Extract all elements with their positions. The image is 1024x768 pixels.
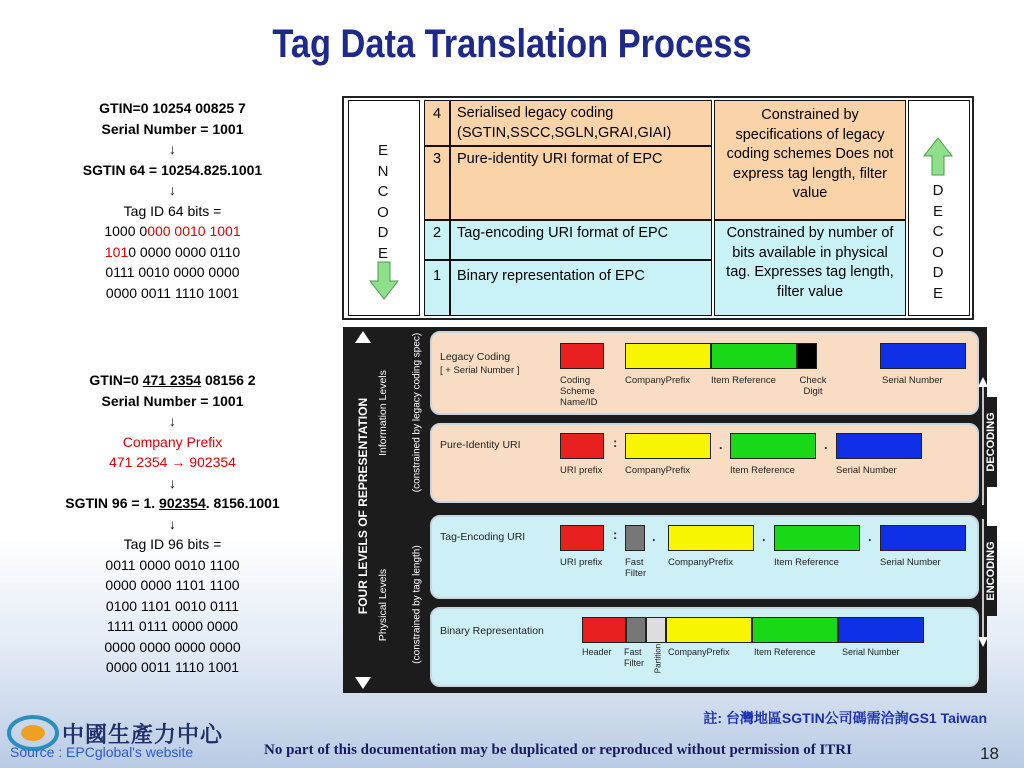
field-caption: Item Reference bbox=[711, 375, 776, 386]
separator-dot: . bbox=[824, 437, 828, 452]
decode-letter: C bbox=[932, 223, 944, 240]
fast-filter-field bbox=[626, 617, 646, 643]
band-label: Pure-Identity URI bbox=[440, 439, 521, 451]
field-caption: Fast Filter bbox=[624, 647, 644, 668]
upper-constraint-note: Constrained by specifications of legacy coding schemes Does not express tag length, filter value bbox=[714, 100, 906, 220]
sgtin-company-prefix: 902354 bbox=[159, 495, 206, 511]
source-credit: Source : EPCglobal's website bbox=[10, 744, 194, 760]
field-caption: CompanyPrefix bbox=[625, 465, 690, 476]
field-caption: CompanyPrefix bbox=[668, 647, 730, 657]
gtin-part: 08156 2 bbox=[201, 372, 256, 388]
separator-colon: : bbox=[613, 527, 618, 542]
encode-decode-table bbox=[342, 96, 974, 320]
gtin-line: GTIN=0 10254 00825 7 bbox=[99, 100, 246, 116]
row-number: 2 bbox=[424, 220, 450, 260]
item-reference-field bbox=[752, 617, 838, 643]
lower-constraint-note: Constrained by number of bits available in physical tag. Expresses tag length, filter value bbox=[714, 220, 906, 316]
field-caption: Header bbox=[582, 647, 612, 657]
field-caption: Serial Number bbox=[880, 557, 941, 568]
field-caption: Serial Number bbox=[836, 465, 897, 476]
encode-letter: C bbox=[377, 183, 389, 200]
band-legacy-coding bbox=[430, 331, 979, 415]
encode-down-arrow-icon bbox=[369, 261, 399, 301]
down-arrow: ↓ bbox=[169, 474, 176, 491]
separator-colon: : bbox=[613, 435, 618, 450]
band-binary-representation bbox=[430, 607, 979, 687]
separator-dot: . bbox=[719, 437, 723, 452]
encode-letter: N bbox=[377, 162, 389, 180]
serial-line: Serial Number = 1001 bbox=[101, 120, 244, 137]
uri-prefix-field bbox=[560, 433, 604, 459]
bits-line: 0000 0000 1101 1100 bbox=[105, 577, 240, 593]
row-number: 4 bbox=[424, 100, 450, 146]
serial-number-field bbox=[836, 433, 922, 459]
field-caption: Serial Number bbox=[842, 647, 900, 657]
gtin-part: GTIN=0 bbox=[89, 372, 143, 388]
company-prefix-field bbox=[666, 617, 752, 643]
four-levels-diagram bbox=[343, 327, 987, 693]
field-caption: Item Reference bbox=[730, 465, 795, 476]
band-tag-encoding-uri bbox=[430, 515, 979, 599]
band-label: Legacy Coding bbox=[440, 351, 511, 363]
gtin-company-prefix: 471 2354 bbox=[142, 372, 202, 388]
row-number: 3 bbox=[424, 146, 450, 220]
decode-letter: E bbox=[932, 202, 943, 220]
encode-letters bbox=[349, 141, 417, 264]
information-levels-sub: (constrained by legacy coding spec) bbox=[411, 332, 423, 493]
bits-part: 1000 0 bbox=[104, 223, 148, 239]
item-reference-field bbox=[774, 525, 860, 551]
company-prefix-field bbox=[625, 343, 711, 369]
decode-letter: D bbox=[932, 264, 944, 281]
tag-id-label: Tag ID 96 bits = bbox=[123, 536, 222, 552]
row-1-label: Binary representation of EPC bbox=[450, 260, 712, 316]
tag-id-label: Tag ID 64 bits = bbox=[123, 202, 222, 219]
fast-filter-field bbox=[625, 525, 645, 551]
down-arrow: ↓ bbox=[169, 182, 176, 198]
bits-line bbox=[20, 242, 325, 263]
band-pure-identity-uri bbox=[430, 423, 979, 503]
coding-scheme-field bbox=[560, 343, 604, 369]
bits-line: 0000 0011 1110 1001 bbox=[105, 659, 240, 675]
encoding-label: ENCODING bbox=[985, 526, 997, 616]
bits-line: 0011 0000 0010 1100 bbox=[105, 556, 240, 573]
field-caption: Check Digit bbox=[799, 375, 827, 397]
bits-line: 0000 0011 1110 1001 bbox=[105, 284, 240, 301]
company-prefix-field bbox=[625, 433, 711, 459]
organization-name: 中國生產力中心 bbox=[62, 722, 224, 747]
field-caption: Serial Number bbox=[882, 375, 943, 386]
field-caption: URI prefix bbox=[560, 465, 603, 476]
encode-letter: E bbox=[377, 244, 388, 262]
information-levels-label: Information Levels bbox=[377, 370, 389, 456]
item-reference-field bbox=[711, 343, 797, 369]
bits-highlight: 000 0010 1001 bbox=[147, 223, 241, 239]
encode-letter: D bbox=[377, 224, 389, 241]
company-prefix-label: Company Prefix bbox=[122, 433, 223, 450]
uri-prefix-field bbox=[560, 525, 604, 551]
bits-line: 0100 1101 0010 0111 bbox=[105, 597, 240, 614]
sgtin64-example bbox=[20, 98, 325, 303]
row-4-label: Serialised legacy coding (SGTIN,SSCC,SGLN,GRAI,GIAI) bbox=[450, 100, 712, 146]
sgtin-line bbox=[20, 493, 325, 514]
decode-letter: E bbox=[932, 284, 943, 302]
down-arrow: ↓ bbox=[169, 413, 176, 429]
serial-number-field bbox=[880, 343, 966, 369]
sgtin-part: . 8156.1001 bbox=[205, 495, 280, 511]
down-arrow: ↓ bbox=[169, 515, 176, 532]
company-prefix-value: 471 2354 → 902354 bbox=[109, 454, 236, 470]
bits-part: 0 0000 0000 0110 bbox=[128, 243, 241, 260]
separator-dot: . bbox=[868, 529, 872, 544]
four-levels-title: FOUR LEVELS OF REPRESENTATION bbox=[356, 397, 370, 615]
decode-up-arrow-icon bbox=[923, 137, 953, 177]
serial-number-field bbox=[838, 617, 924, 643]
sgtin-line: SGTIN 64 = 10254.825.1001 bbox=[82, 161, 263, 178]
bits-line: 0111 0010 0000 0000 bbox=[105, 264, 240, 280]
company-prefix-field bbox=[668, 525, 754, 551]
decode-letters bbox=[909, 181, 967, 304]
header-field bbox=[582, 617, 626, 643]
encode-letter: O bbox=[377, 203, 389, 221]
row-number: 1 bbox=[424, 260, 450, 316]
field-caption: Item Reference bbox=[754, 647, 816, 657]
field-caption: CompanyPrefix bbox=[625, 375, 690, 386]
field-caption: Coding Scheme Name/ID bbox=[560, 375, 598, 408]
bits-line: 1111 0111 0000 0000 bbox=[106, 618, 239, 634]
band-label: Binary Representation bbox=[440, 625, 544, 637]
physical-levels-sub: (constrained by tag length) bbox=[411, 545, 423, 664]
encode-letter: E bbox=[377, 142, 388, 159]
down-arrow: ↓ bbox=[169, 141, 176, 157]
encode-column bbox=[348, 100, 420, 316]
band-sublabel: [ + Serial Number ] bbox=[440, 365, 520, 376]
field-caption: Item Reference bbox=[774, 557, 839, 568]
bits-line: 0000 0000 0000 0000 bbox=[104, 638, 241, 655]
sgtin96-example bbox=[20, 370, 325, 678]
physical-levels-label: Physical Levels bbox=[377, 568, 389, 642]
check-digit-field bbox=[797, 343, 817, 369]
field-caption: Partition bbox=[653, 643, 663, 674]
row-2-label: Tag-encoding URI format of EPC bbox=[450, 220, 712, 260]
taiwan-note: 註: 台灣地區SGTIN公司碼需洽詢GS1 Taiwan bbox=[703, 710, 987, 726]
field-caption: URI prefix bbox=[560, 557, 603, 568]
page-number: 18 bbox=[980, 744, 999, 763]
decode-letter: O bbox=[932, 243, 944, 261]
decoding-label: DECODING bbox=[985, 397, 997, 487]
bits-highlight: 101 bbox=[104, 243, 129, 260]
sgtin-part: SGTIN 96 = 1. bbox=[65, 495, 160, 511]
decode-letter: D bbox=[932, 182, 944, 199]
separator-dot: . bbox=[762, 529, 766, 544]
item-reference-field bbox=[730, 433, 816, 459]
footer-disclaimer: No part of this documentation may be duplicated or reproduced without permission of ITRI bbox=[264, 742, 852, 758]
band-label: Tag-Encoding URI bbox=[440, 531, 526, 543]
bits-line bbox=[20, 221, 325, 242]
row-3-label: Pure-identity URI format of EPC bbox=[450, 146, 712, 220]
field-caption: Fast Filter bbox=[625, 557, 647, 579]
side-double-arrow-icon bbox=[351, 331, 375, 689]
serial-line: Serial Number = 1001 bbox=[101, 392, 244, 409]
serial-number-field bbox=[880, 525, 966, 551]
decode-column bbox=[908, 100, 970, 316]
slide-title: Tag Data Translation Process bbox=[272, 22, 752, 66]
field-caption: CompanyPrefix bbox=[668, 557, 733, 568]
gtin-line bbox=[20, 370, 325, 391]
separator-dot: . bbox=[652, 529, 656, 544]
